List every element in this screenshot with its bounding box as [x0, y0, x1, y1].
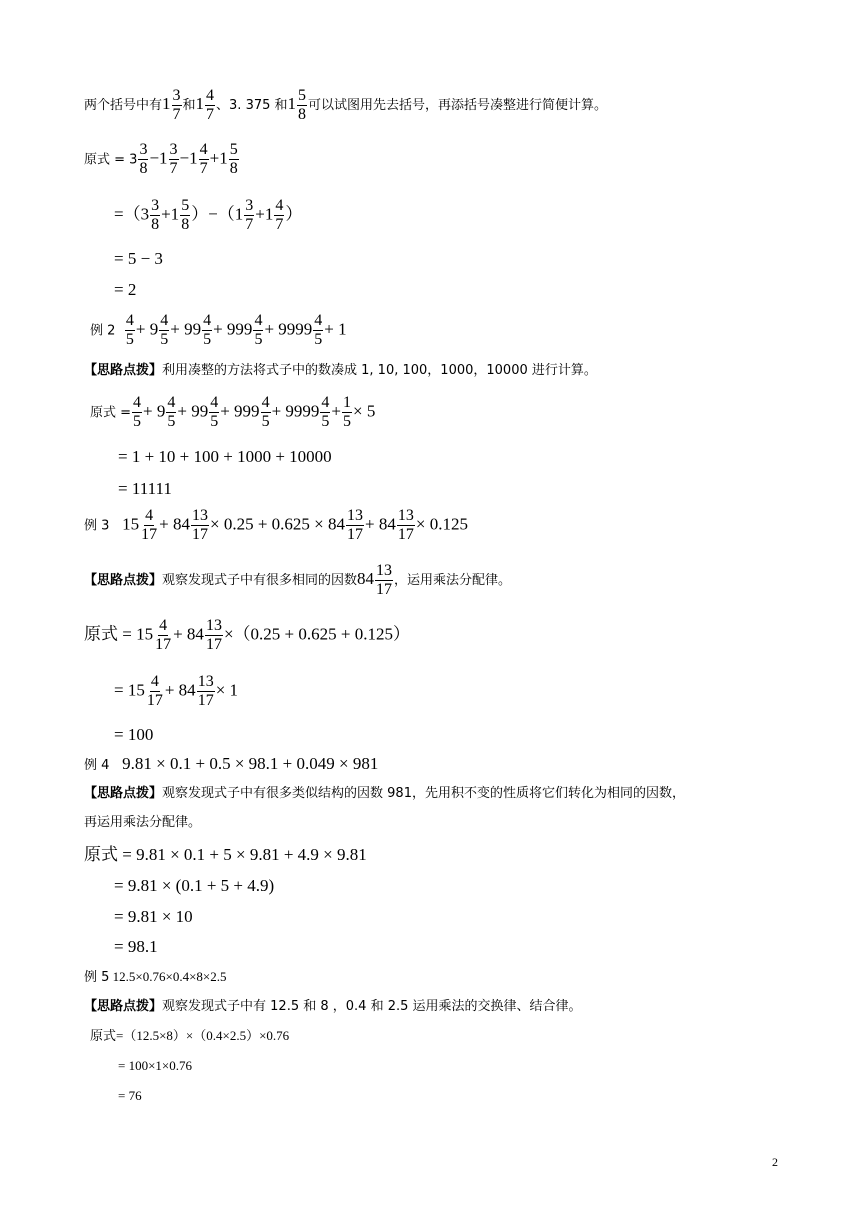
den: 5 [210, 413, 219, 430]
op: + 999 [220, 401, 260, 421]
frac [132, 395, 142, 430]
den: 5 [125, 331, 134, 348]
num: 3 [245, 197, 254, 214]
frac [397, 508, 415, 543]
s4-line4: = 98.1 [114, 937, 158, 956]
op: ） [285, 204, 303, 224]
frac [197, 674, 215, 709]
hint-tag: 【思路点拨】 [84, 999, 163, 1014]
frac [229, 142, 239, 177]
num: 4 [206, 87, 215, 104]
op: + 84 [365, 514, 396, 534]
den: 17 [155, 636, 172, 653]
frac [140, 508, 158, 543]
op: + 9999 [264, 319, 313, 339]
frac [244, 198, 254, 233]
hint-text: 观察发现式子中有很多相同的因数 [162, 573, 358, 588]
whole: 84 [357, 569, 375, 588]
example-expr: 12.5×0.76×0.4×8×2.5 [112, 969, 227, 984]
frac [169, 142, 179, 177]
fraction-4-7 [205, 88, 215, 123]
den: 7 [275, 216, 284, 233]
op: × 0.125 [415, 514, 468, 534]
frac [159, 313, 169, 348]
num: 13 [376, 562, 393, 579]
num: 4 [261, 394, 270, 411]
den: 7 [169, 160, 178, 177]
den: 17 [141, 526, 158, 543]
s4-line2: = 9.81 × (0.1 + 5 + 4.9) [114, 876, 275, 895]
num: 5 [298, 87, 307, 104]
s3-line3: = 100 [114, 725, 154, 744]
and-text: 和 [182, 98, 196, 113]
op: +1 [161, 204, 180, 224]
frac [199, 142, 209, 177]
frac [154, 618, 172, 653]
op: × 0.25 + 0.625 × 84 [210, 514, 346, 534]
op: 原式 = 15 [84, 624, 154, 644]
s2-line1 [90, 395, 375, 430]
den: 17 [397, 526, 414, 543]
example-2 [90, 313, 347, 348]
s2-pre: 原式 = [90, 405, 132, 421]
sep-text: 、3. 375 和 [216, 98, 288, 113]
frac [166, 395, 176, 430]
s2-line3: = 11111 [118, 479, 172, 498]
den: 17 [347, 526, 364, 543]
den: 5 [167, 413, 176, 430]
num: 4 [160, 312, 169, 329]
frac [125, 313, 135, 348]
frac [202, 313, 212, 348]
num: 13 [347, 507, 364, 524]
op: +1 [255, 204, 274, 224]
hint-tag: 【思路点拨】 [84, 786, 163, 801]
example-label: 例 3 [84, 518, 110, 534]
op: + 9 [143, 401, 166, 421]
num: 4 [210, 394, 219, 411]
frac [261, 395, 271, 430]
s3-line1 [84, 618, 410, 653]
frac [375, 563, 393, 598]
page-number: 2 [772, 1155, 778, 1169]
num: 5 [229, 141, 238, 158]
hint-text: 利用凑整的方法将式子中的数凑成 1, 10, 100，1000，10000 进行计算。 [162, 363, 597, 378]
s1-pre: 原式 = 3 [84, 152, 138, 168]
frac [320, 395, 330, 430]
den: 5 [321, 413, 330, 430]
op: + 9999 [271, 401, 320, 421]
den: 8 [151, 216, 160, 233]
op: = 15 [114, 680, 145, 700]
example-label: 例 5 [84, 970, 110, 985]
den: 17 [205, 636, 222, 653]
op: +1 [209, 148, 228, 168]
hint-text: 观察发现式子中有很多类似结构的因数 981，先用积不变的性质将它们转化为相同的因数， [162, 786, 685, 801]
whole-1: 1 [162, 94, 171, 113]
whole-2: 1 [195, 94, 205, 113]
hint-text: ，运用乘法分配律。 [394, 573, 512, 588]
s1-line2 [114, 198, 302, 233]
example-expr: 9.81 × 0.1 + 0.5 × 98.1 + 0.049 × 981 [122, 754, 379, 773]
frac [313, 313, 323, 348]
num: 4 [199, 141, 208, 158]
num: 4 [145, 507, 154, 524]
hint-5 [84, 1000, 582, 1013]
s1-line1 [84, 142, 240, 177]
num: 4 [203, 312, 212, 329]
example-label: 例 2 [90, 323, 116, 339]
whole-3: 1 [287, 94, 297, 113]
example-5 [84, 970, 226, 984]
frac [342, 395, 352, 430]
s5-line1: 原式=（12.5×8）×（0.4×2.5）×0.76 [90, 1028, 290, 1043]
num: 13 [397, 507, 414, 524]
example-label: 例 4 [84, 758, 110, 773]
num: 3 [172, 87, 181, 104]
den: 7 [172, 106, 181, 123]
num: 13 [197, 673, 214, 690]
den: 5 [133, 413, 142, 430]
den: 5 [314, 331, 323, 348]
s1-line4: = 2 [114, 280, 137, 299]
op: + 1 [324, 319, 347, 339]
num: 4 [150, 673, 159, 690]
intro-rest: 可以试图用先去括号，再添括号凑整进行简便计算。 [308, 98, 608, 113]
frac [209, 395, 219, 430]
den: 7 [206, 106, 215, 123]
frac [138, 142, 148, 177]
den: 8 [139, 160, 148, 177]
op: + [331, 401, 341, 421]
example-3 [84, 508, 468, 543]
op: + 99 [177, 401, 209, 421]
s4-line3: = 9.81 × 10 [114, 907, 193, 926]
op: + 84 [159, 514, 190, 534]
den: 5 [343, 413, 351, 430]
num: 4 [254, 312, 263, 329]
op: =（3 [114, 204, 150, 224]
intro-line [84, 88, 607, 123]
hint-tag: 【思路点拨】 [84, 363, 163, 378]
op: ×（0.25 + 0.625 + 0.125） [223, 624, 410, 644]
den: 17 [376, 581, 393, 598]
frac [150, 198, 160, 233]
hint-text: 观察发现式子中有 12.5 和 8 ，0.4 和 2.5 运用乘法的交换律、结合律。 [162, 999, 582, 1014]
fraction-5-8 [297, 88, 307, 123]
s4-line1: 原式 = 9.81 × 0.1 + 5 × 9.81 + 4.9 × 9.81 [84, 845, 367, 864]
num: 13 [192, 507, 208, 524]
op: + 99 [170, 319, 202, 339]
op: −1 [179, 148, 198, 168]
op: ）−（1 [191, 204, 244, 224]
den: 7 [199, 160, 208, 177]
op: + 84 [173, 624, 204, 644]
hint-3 [84, 563, 511, 598]
s5-line2: = 100×1×0.76 [118, 1058, 192, 1073]
s5-line3: = 76 [118, 1088, 142, 1103]
den: 8 [181, 216, 190, 233]
hint-2 [84, 364, 597, 377]
frac [146, 674, 164, 709]
den: 17 [192, 526, 208, 543]
whole: 15 [122, 514, 140, 534]
frac [205, 618, 223, 653]
frac [180, 198, 190, 233]
hint-4-cont: 再运用乘法分配律。 [84, 815, 202, 830]
num: 4 [314, 312, 323, 329]
den: 17 [146, 692, 163, 709]
fraction-3-7 [172, 88, 182, 123]
s3-line2 [114, 674, 238, 709]
num: 4 [275, 197, 284, 214]
frac [253, 313, 263, 348]
op: + 84 [164, 680, 196, 700]
den: 5 [261, 413, 270, 430]
frac [274, 198, 284, 233]
den: 8 [298, 106, 307, 123]
num: 5 [181, 197, 190, 214]
den: 5 [203, 331, 212, 348]
op: −1 [149, 148, 168, 168]
num: 4 [159, 617, 168, 634]
num: 4 [133, 394, 142, 411]
op: × 5 [353, 401, 376, 421]
den: 8 [229, 160, 238, 177]
num: 3 [139, 141, 148, 158]
frac [191, 508, 209, 543]
s1-line3: = 5 − 3 [114, 249, 163, 268]
num: 3 [151, 197, 160, 214]
num: 3 [169, 141, 178, 158]
op: + 999 [213, 319, 253, 339]
op: + 9 [135, 319, 159, 339]
s2-line2: = 1 + 10 + 100 + 1000 + 10000 [118, 447, 332, 466]
num: 4 [321, 394, 330, 411]
den: 5 [254, 331, 263, 348]
num: 1 [343, 394, 351, 411]
num: 13 [205, 617, 222, 634]
num: 4 [167, 394, 176, 411]
hint-4 [84, 787, 685, 800]
op: × 1 [215, 680, 239, 700]
example-4 [84, 755, 378, 772]
num: 4 [125, 312, 134, 329]
intro-text: 两个括号中有 [84, 98, 163, 113]
den: 5 [160, 331, 169, 348]
hint-tag: 【思路点拨】 [84, 573, 163, 588]
den: 7 [245, 216, 254, 233]
frac [346, 508, 364, 543]
den: 17 [197, 692, 214, 709]
